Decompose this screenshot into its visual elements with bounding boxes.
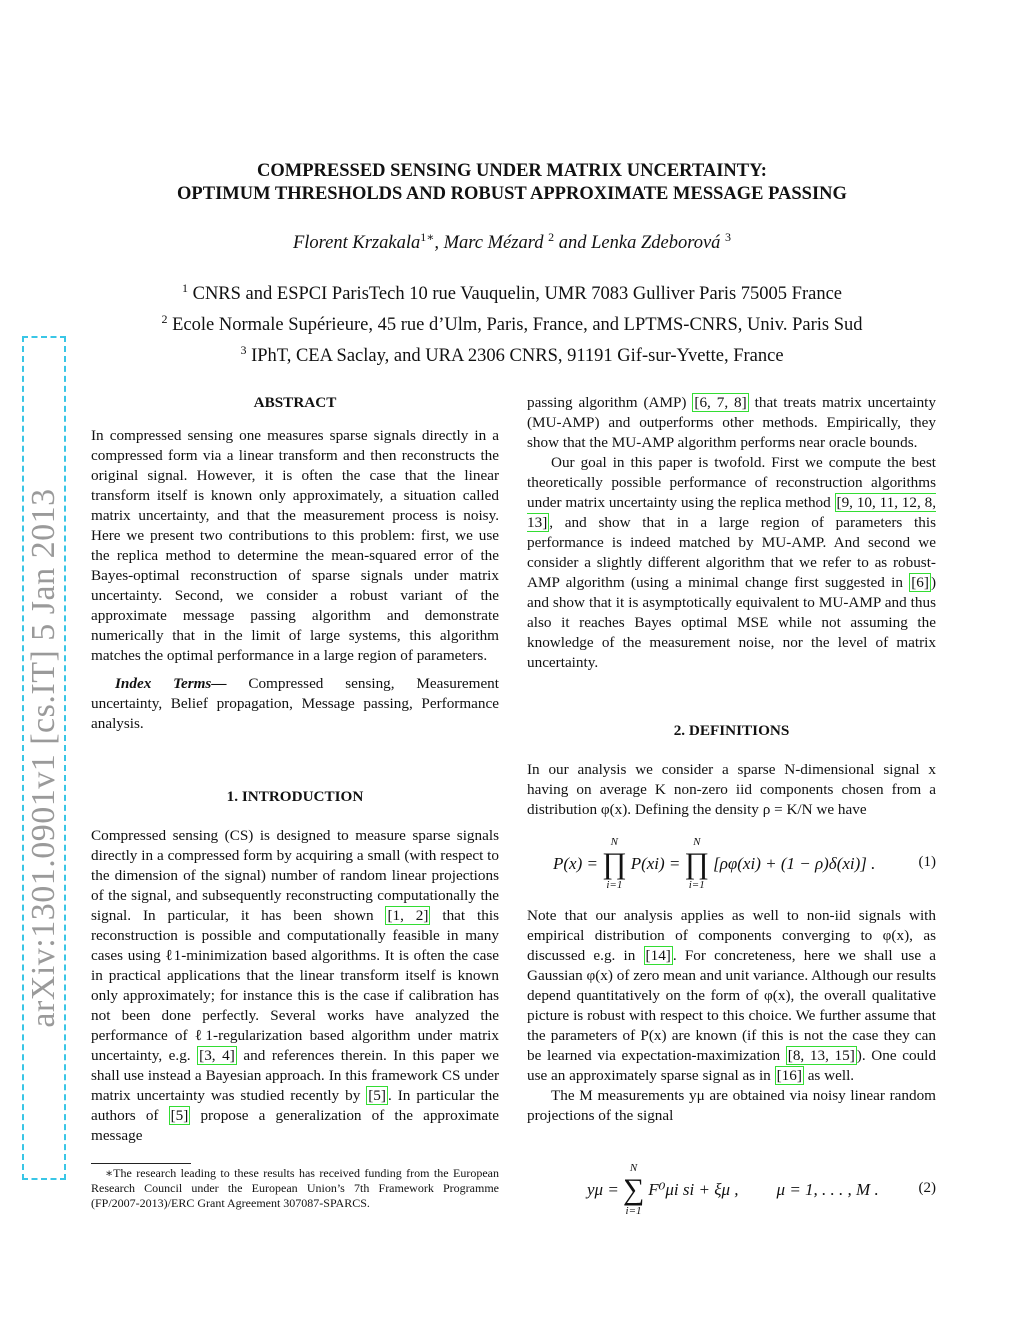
eq1-mid: P(xi) = bbox=[630, 854, 681, 873]
affiliation-1 bbox=[90, 276, 934, 307]
product-operator bbox=[684, 836, 709, 892]
eq1-rhs: [ρφ(xi) + (1 − ρ)δ(xi)] . bbox=[713, 854, 876, 873]
text-run: propose a generalization of the approximate message bbox=[91, 1107, 499, 1144]
product-lower: i=1 bbox=[606, 879, 623, 891]
index-terms bbox=[91, 674, 499, 734]
sum-symbol: ∑ bbox=[622, 1173, 645, 1206]
definitions-paragraph: In our analysis we consider a sparse N-dimensional signal x having on average K non-zero iid components chosen from a distribution φ(x). Defining the density ρ = K/N we have bbox=[527, 761, 936, 818]
definitions-body bbox=[527, 906, 936, 1126]
text-run: ) and show that it is asymptotically equivalent to MU-AMP and thus also it reaches Bayes optimal MSE while not assuming the knowledge of the measurement noise, nor the level of matrix uncertainty. bbox=[527, 574, 936, 671]
product-operator bbox=[602, 836, 627, 892]
title-line-2: OPTIMUM THRESHOLDS AND ROBUST APPROXIMATE MESSAGE PASSING bbox=[177, 184, 847, 204]
author-sup: 2 bbox=[548, 230, 555, 244]
definitions-paragraph-2 bbox=[527, 906, 936, 1086]
text-run: . In particular the authors of bbox=[91, 1087, 500, 1124]
equation-2 bbox=[527, 1162, 936, 1218]
sum-operator bbox=[623, 1162, 644, 1218]
author-sup: 3 bbox=[725, 230, 732, 244]
sum-lower: i=1 bbox=[625, 1205, 642, 1217]
sum-upper: N bbox=[629, 1162, 638, 1174]
footnote: ∗The research leading to these results has received funding from the European Research Council under the European Union’s 7th Framework Programme (FP/2007-2013)/ERC Grant Agreement 307087-SPARCS. bbox=[91, 1166, 499, 1210]
citation-link[interactable]: [8, 13, 15] bbox=[787, 1047, 855, 1064]
affiliation-2 bbox=[90, 307, 934, 338]
author-sup: 1∗ bbox=[420, 230, 435, 244]
abstract-body bbox=[91, 426, 499, 734]
introduction-heading: 1. INTRODUCTION bbox=[226, 788, 364, 805]
title-line-1: COMPRESSED SENSING UNDER MATRIX UNCERTAINTY: bbox=[257, 161, 767, 181]
text-run: Compressed sensing (CS) is designed to measure sparse signals directly in a compressed form by acquiring a small (with respect to the dimension of the signal) number of random linear projections of the signal, and subsequently reconstructing computationally the signal. In particular, it has been shown bbox=[91, 827, 499, 924]
affiliation-sup: 2 bbox=[161, 312, 168, 327]
text-run: Our goal in this paper is twofold. First we compute the best theoretically possible performance of reconstruction algorithms under matrix uncertainty using the replica method bbox=[527, 454, 936, 511]
affiliation-text: IPhT, CEA Saclay, and URA 2306 CNRS, 91191 Gif-sur-Yvette, France bbox=[246, 346, 784, 367]
product-upper: N bbox=[693, 836, 701, 848]
footnote-rule bbox=[91, 1163, 191, 1164]
citation-link[interactable]: [5] bbox=[170, 1107, 189, 1124]
author-mezard: , Marc Mézard bbox=[434, 233, 549, 254]
goal-paragraph bbox=[527, 453, 936, 673]
equation-number: (1) bbox=[918, 854, 936, 870]
abstract-heading: ABSTRACT bbox=[253, 394, 337, 411]
equation-1 bbox=[527, 836, 936, 892]
affiliation-sup: 3 bbox=[240, 343, 247, 358]
author-zdeborova: and Lenka Zdeborová bbox=[554, 233, 726, 254]
citation-link[interactable]: [6] bbox=[911, 574, 929, 591]
text-run: Note that our analysis applies as well to non-iid signals with empirical distribution of components converging to φ(x), as discussed e.g. in bbox=[527, 907, 936, 964]
text-run: ). One could use an approximately sparse signal as in bbox=[527, 1047, 936, 1084]
right-column-intro bbox=[527, 393, 936, 673]
text-run: that this reconstruction is possible and computationally feasible in many cases using ℓ1-minimization based algorithms. It is often the case in practical applications that the linear transform itself is known only approximately; for instance this is the case if calibration has not been done perfectly. Several works have analyzed the performance of ℓ1-regularization based algorithm under matrix uncertainty, e.g. bbox=[91, 907, 499, 1064]
citation-link[interactable]: [6, 7, 8] bbox=[694, 394, 747, 411]
definitions-heading: 2. DEFINITIONS bbox=[673, 722, 790, 739]
eq2-condition: μ = 1, . . . , M . bbox=[776, 1180, 879, 1199]
index-terms-text: Compressed sensing, Measurement uncertainty, Belief propagation, Message passing, Performance analysis. bbox=[91, 675, 499, 732]
author-krzakala: Florent Krzakala bbox=[292, 233, 421, 254]
eq1-lhs: P(x) = bbox=[553, 854, 598, 873]
product-upper: N bbox=[610, 836, 618, 848]
paper-title bbox=[90, 160, 934, 206]
introduction-body bbox=[91, 826, 499, 1146]
text-run: . For concreteness, here we shall use a Gaussian φ(x) of zero mean and unit variance. Although our results depend quantitatively on the form of φ(x), the overall qualitative picture is robust with respect to this choice. We further assume that the parameters of P(x) are known (if this is not the case they can be learned via expectation-maximization bbox=[527, 947, 937, 1064]
author-list bbox=[90, 230, 934, 254]
abstract-text: In compressed sensing one measures sparse signals directly in a compressed form via a linear transform and then reconstructs the original signal. However, it is often the case that the linear transform itself is known only approximately, a situation called matrix uncertainty, and that the measurement process is noisy. Here we present two contributions to this problem: first, we use the replica method to determine the mean-squared error of the Bayes-optimal reconstruction of sparse signals under matrix uncertainty. Second, we consider a robust variant of the approximate message passing algorithm and demonstrate numerically that in the limit of large systems, this algorithm matches the optimal performance in a large region of parameters. bbox=[91, 427, 499, 664]
affiliation-3 bbox=[90, 338, 934, 369]
text-run: passing algorithm (AMP) bbox=[527, 394, 693, 411]
text-run: as well. bbox=[803, 1067, 855, 1084]
affiliation-text: Ecole Normale Supérieure, 45 rue d’Ulm, Paris, France, and LPTMS-CNRS, Univ. Paris Sud bbox=[167, 315, 863, 336]
citation-link[interactable]: [9, 10, 11, 12, 8, 13] bbox=[527, 494, 936, 531]
eq2-lhs: yμ = bbox=[587, 1180, 619, 1199]
definitions-intro bbox=[527, 760, 936, 820]
citation-link[interactable]: [16] bbox=[776, 1067, 802, 1084]
product-symbol: ∏ bbox=[601, 847, 627, 880]
affiliation-sup: 1 bbox=[181, 281, 188, 295]
product-lower: i=1 bbox=[688, 879, 705, 891]
arxiv-stamp[interactable]: arXiv:1301.0901v1 [cs.IT] 5 Jan 2013 bbox=[22, 336, 66, 1180]
citation-link[interactable]: [5] bbox=[368, 1087, 386, 1104]
text-run: , and show that in a large region of parameters this performance is indeed matched by MU-AMP. And second we consider a slightly different algorithm that we refer to as robust-AMP algorithm (using a minimal change first suggested in bbox=[527, 514, 936, 591]
citation-link[interactable]: [3, 4] bbox=[199, 1047, 235, 1064]
eq2-rhs: F⁰μi si + ξμ , bbox=[648, 1180, 739, 1199]
text-run: that treats matrix uncertainty (MU-AMP) and outperforms other methods. Empirically, they show that the MU-AMP algorithm performs near oracle bounds. bbox=[527, 394, 936, 451]
text-run: and references therein. In this paper we shall use instead a Bayesian approach. In this framework CS under matrix uncertainty was studied recently by bbox=[91, 1047, 499, 1104]
index-terms-label: Index Terms— bbox=[115, 675, 227, 692]
affiliation-text: CNRS and ESPCI ParisTech 10 rue Vauquelin, UMR 7083 Gulliver Paris 75005 France bbox=[187, 284, 843, 305]
affiliations bbox=[90, 276, 934, 369]
intro-paragraph-cont bbox=[527, 393, 936, 453]
intro-paragraph bbox=[91, 826, 499, 1146]
product-symbol: ∏ bbox=[684, 847, 710, 880]
citation-link[interactable]: [14] bbox=[645, 947, 671, 964]
citation-link[interactable]: [1, 2] bbox=[387, 907, 429, 924]
measurement-paragraph: The M measurements yμ are obtained via noisy linear random projections of the signal bbox=[527, 1087, 936, 1124]
equation-number: (2) bbox=[918, 1180, 936, 1196]
